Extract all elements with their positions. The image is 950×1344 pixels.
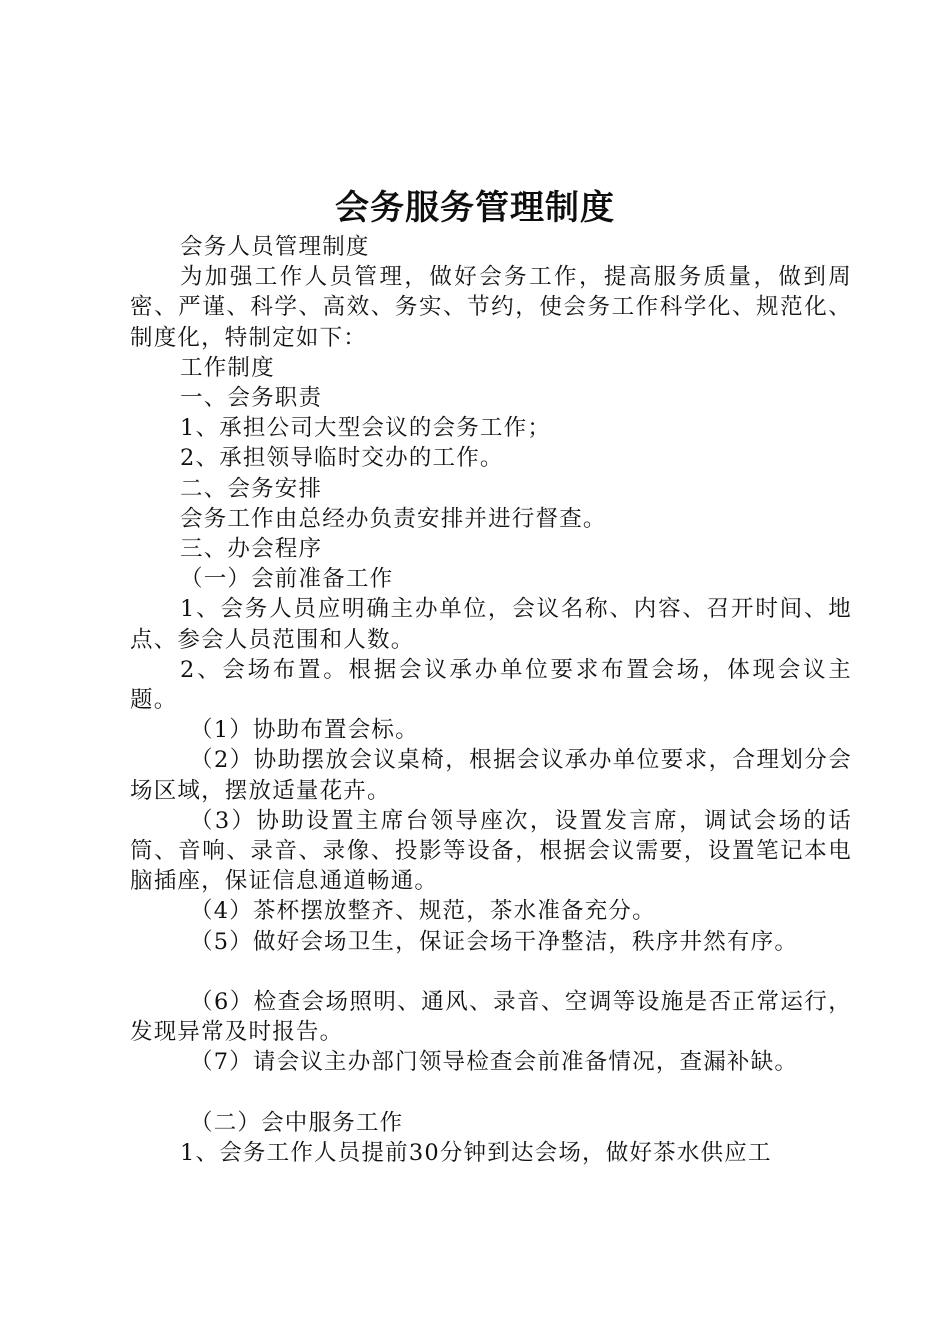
sub-list-item: （6）检查会场照明、通风、录音、空调等设施是否正常运行，发现异常及时报告。	[130, 989, 852, 1046]
paragraph-spacer	[130, 1078, 852, 1108]
section-heading: 二、会务安排	[180, 475, 323, 502]
sub-list-item: （4）茶杯摆放整齐、规范，茶水准备充分。	[190, 898, 656, 925]
paragraph-spacer	[130, 957, 852, 987]
list-item: 1、会务人员应明确主办单位，会议名称、内容、召开时间、地点、参会人员范围和人数。	[130, 596, 852, 653]
section-heading: 一、会务职责	[180, 385, 323, 412]
sub-list-item: （7）请会议主办部门领导检查会前准备情况，查漏补缺。	[190, 1049, 799, 1076]
list-item: 1、承担公司大型会议的会务工作；	[180, 415, 552, 442]
list-item: 2、承担领导临时交办的工作。	[180, 445, 504, 472]
document-title: 会务服务管理制度	[335, 188, 615, 228]
section-heading: 工作制度	[180, 354, 275, 381]
subsection-heading: （二）会中服务工作	[190, 1109, 404, 1136]
sub-list-item: （1）协助布置会标。	[190, 717, 419, 744]
section-heading: 三、办会程序	[180, 536, 323, 563]
sub-list-item: （5）做好会场卫生，保证会场干净整洁，秩序井然有序。	[190, 928, 799, 955]
body-paragraph: 会务工作由总经办负责安排并进行督查。	[180, 505, 607, 532]
list-item: 2、会场布置。根据会议承办单位要求布置会场，体现会议主题。	[130, 656, 852, 714]
sub-list-item: （2）协助摆放会议桌椅，根据会议承办单位要求，合理划分会场区域，摆放适量花卉。	[130, 747, 852, 804]
section-heading: 会务人员管理制度	[180, 234, 370, 260]
sub-list-item: （3）协助设置主席台领导座次，设置发言席，调试会场的话筒、音响、录音、录像、投影等设备，根据会议需要，设置笔记本电脑插座，保证信息通道畅通。	[130, 807, 852, 895]
list-item: 1、会务工作人员提前30分钟到达会场，做好茶水供应工	[180, 1140, 772, 1167]
intro-paragraph: 为加强工作人员管理，做好会务工作，提高服务质量，做到周密、严谨、科学、高效、务实、节约，使会务工作科学化、规范化、制度化，特制定如下：	[130, 264, 852, 351]
document-body	[130, 232, 852, 1168]
subsection-heading: （一）会前准备工作	[180, 566, 394, 593]
